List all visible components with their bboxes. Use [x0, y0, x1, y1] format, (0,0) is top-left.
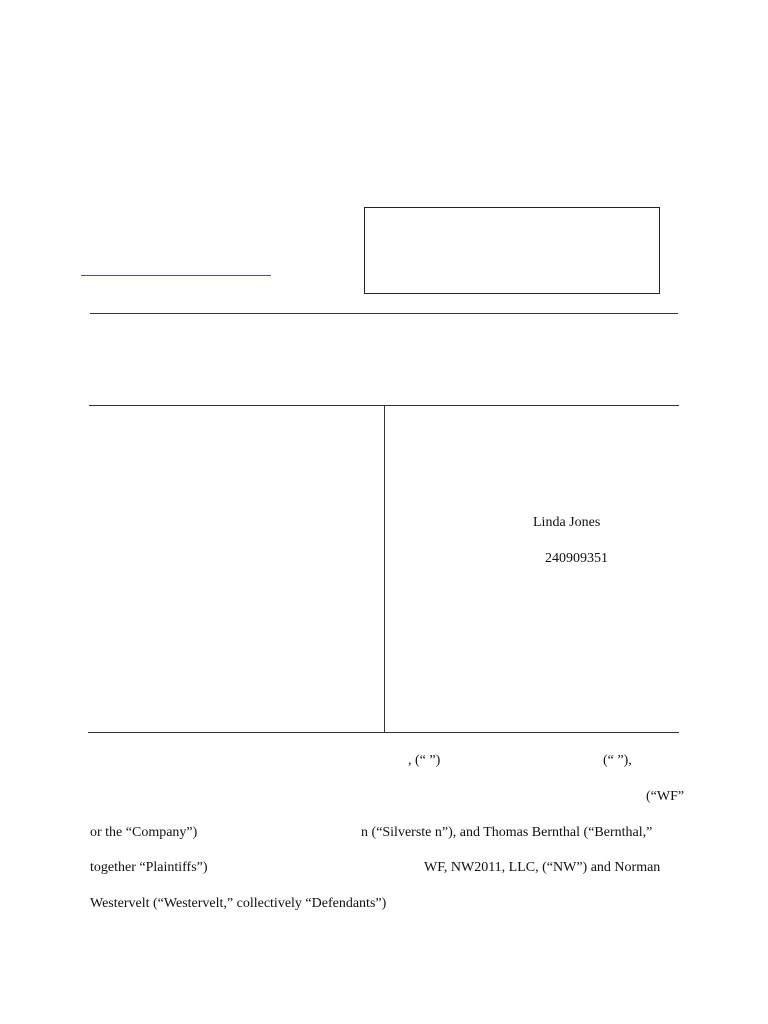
caption-number: 240909351: [545, 551, 608, 566]
body-line3-start: or the “Company”): [90, 825, 198, 840]
filing-stamp-box: [364, 207, 660, 294]
caption-divider: [384, 405, 385, 732]
header-rule: [90, 313, 678, 314]
body-line4-start: together “Plaintiffs”): [90, 860, 208, 875]
body-line1-a: , (“ ”): [408, 753, 441, 768]
body-line4-end: WF, NW2011, LLC, (“NW”) and Norman: [424, 860, 661, 875]
hyperlink-underline[interactable]: [81, 275, 271, 276]
caption-bottom-rule: [88, 732, 679, 733]
body-line5: Westervelt (“Westervelt,” collectively “Defendants”): [90, 896, 387, 911]
caption-name: Linda Jones: [533, 515, 601, 530]
body-line2-end: (“WF”: [646, 789, 685, 804]
body-line1-b: (“ ”),: [603, 753, 632, 768]
body-line3-end: n (“Silverste n”), and Thomas Bernthal (“Bernthal,”: [361, 825, 653, 840]
